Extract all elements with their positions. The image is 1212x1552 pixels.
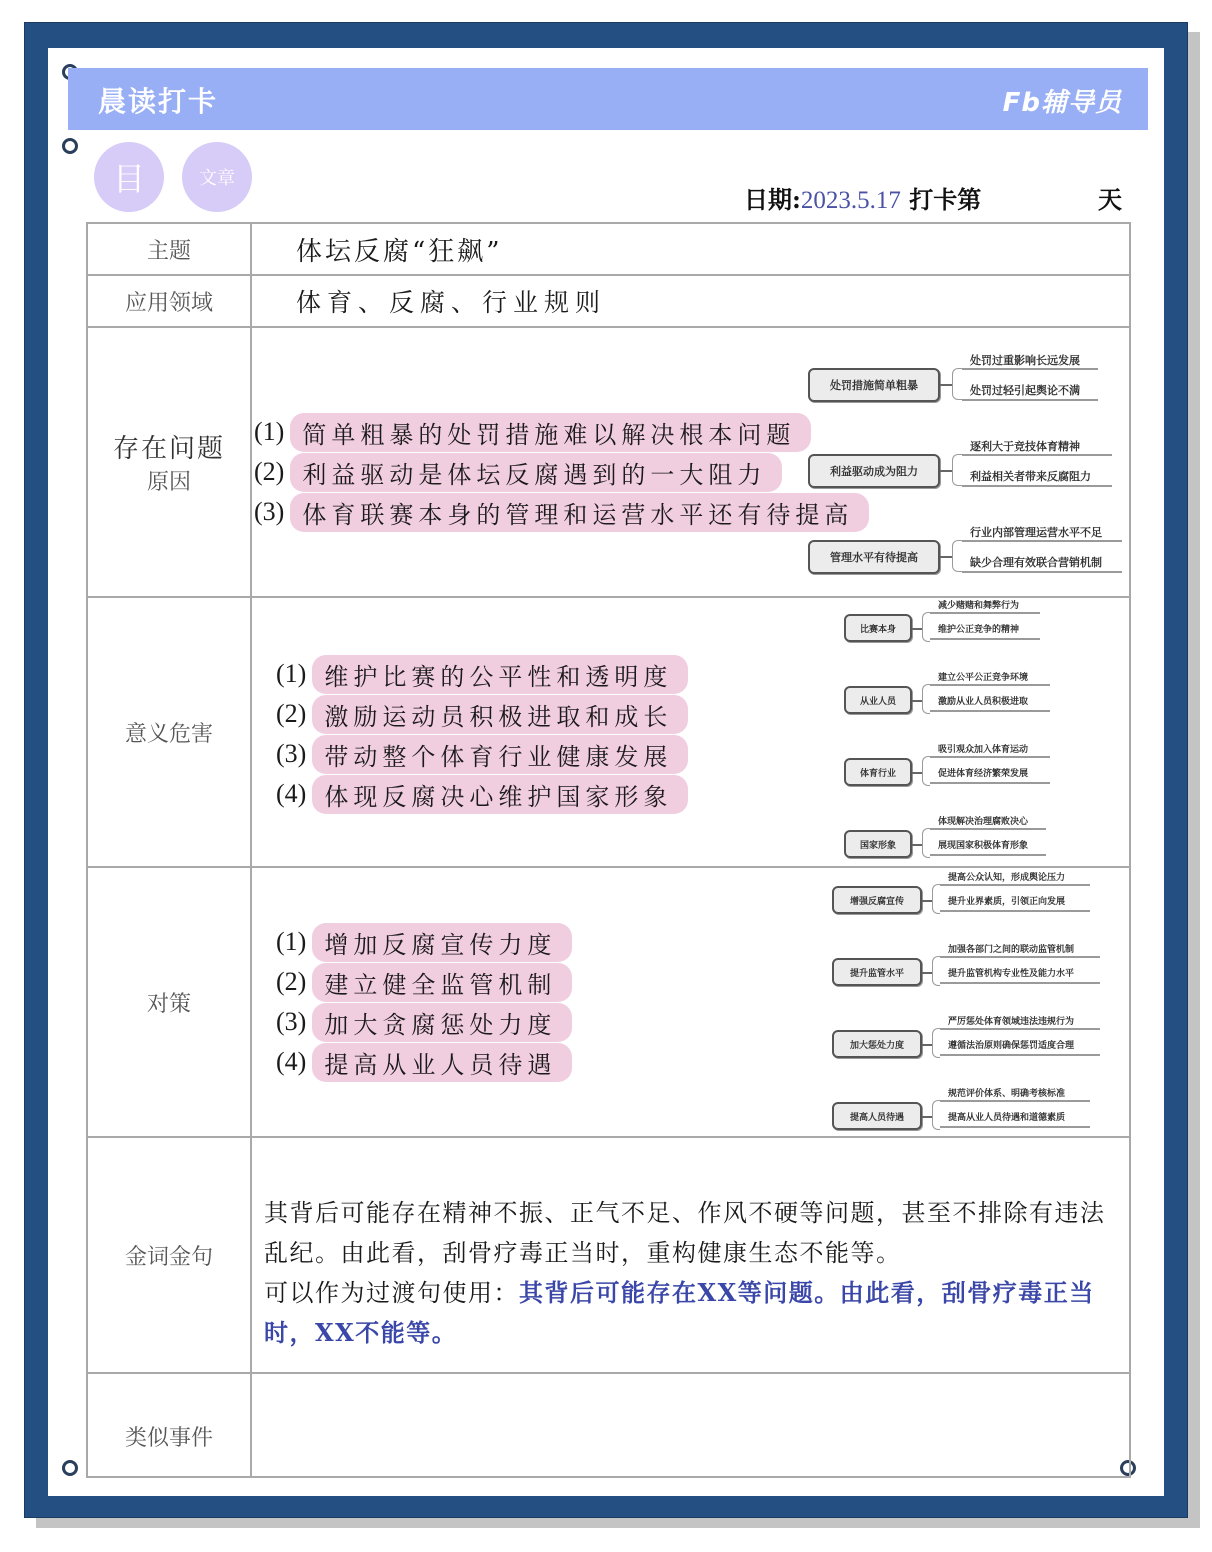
mindmap-leaf: 提升监管机构专业性及能力水平 <box>948 969 1075 979</box>
mindmap-leaf: 利益相关者带来反腐阻力 <box>970 470 1091 483</box>
catalog-icon: 目 <box>112 160 145 198</box>
row-similar <box>87 1373 1130 1477</box>
mindmap-node: 体育行业 <box>844 758 912 786</box>
label-problems <box>87 327 251 597</box>
label-problems-sub: 原因 <box>146 470 191 495</box>
mindmap-leaf: 减少赌赌和舞弊行为 <box>938 601 1020 611</box>
mindmap-leaf: 促进体育经济繁荣发展 <box>938 769 1029 779</box>
golden-cell <box>251 1137 1130 1373</box>
list-item: (3) 加大贪腐惩处力度 <box>276 1002 572 1042</box>
list-item: (1) 简单粗暴的处罚措施难以解决根本问题 <box>254 412 869 452</box>
highlighted-text: 建立健全监管机制 <box>312 963 572 1002</box>
catalog-button[interactable] <box>94 142 164 212</box>
mindmap-node: 国家形象 <box>844 830 912 858</box>
date-value: 2023.5.17 <box>800 187 901 214</box>
mindmap-leaf: 提高从业人员待遇和道德素质 <box>948 1113 1066 1123</box>
mindmap-node: 增强反腐宣传 <box>832 886 922 914</box>
highlighted-text: 利益驱动是体坛反腐遇到的一大阻力 <box>290 453 782 492</box>
highlighted-text: 带动整个体育行业健康发展 <box>312 735 688 774</box>
list-item: (1) 维护比赛的公平性和透明度 <box>276 654 688 694</box>
row-significance <box>87 597 1130 867</box>
label-problems-main: 存在问题 <box>112 434 225 464</box>
significance-cell <box>251 597 1130 867</box>
highlighted-text: 增加反腐宣传力度 <box>312 923 572 962</box>
highlighted-text: 提高从业人员待遇 <box>312 1043 572 1082</box>
list-item: (1) 增加反腐宣传力度 <box>276 922 572 962</box>
mindmap-leaf: 激励从业人员积极进取 <box>938 697 1029 707</box>
list-item: (4) 提高从业人员待遇 <box>276 1042 572 1082</box>
countermeasures-list <box>276 922 572 1082</box>
row-golden <box>87 1137 1130 1373</box>
problems-list <box>254 412 869 532</box>
mindmap-leaf: 加强各部门之间的联动监管机制 <box>948 945 1075 955</box>
label-countermeasures: 对策 <box>87 867 251 1137</box>
date-line <box>744 180 1122 215</box>
label-theme: 主题 <box>87 223 251 275</box>
checkin-prefix: 打卡第 <box>909 185 982 214</box>
domain-value: 体育、反腐、行业规则 <box>296 288 607 317</box>
binder-ring-icon <box>62 1460 78 1476</box>
mindmap-leaf: 提升业界素质，引领正向发展 <box>948 897 1066 907</box>
mindmap-leaf: 体现解决治理腐败决心 <box>938 817 1029 827</box>
domain-cell <box>251 275 1130 327</box>
mindmap-leaf: 缺少合理有效联合营销机制 <box>970 556 1102 569</box>
mindmap-leaf: 逐利大于竞技体育精神 <box>970 440 1080 453</box>
theme-cell <box>251 223 1130 275</box>
label-significance: 意义危害 <box>87 597 251 867</box>
highlighted-text: 维护比赛的公平性和透明度 <box>312 655 688 694</box>
row-theme <box>87 223 1130 275</box>
list-item: (3) 体育联赛本身的管理和运营水平还有待提高 <box>254 492 869 532</box>
list-item: (2) 激励运动员积极进取和成长 <box>276 694 688 734</box>
similar-cell <box>251 1373 1130 1477</box>
mindmap-leaf: 处罚过轻引起舆论不满 <box>970 384 1080 397</box>
row-problems <box>87 327 1130 597</box>
date-label: 日期: <box>744 185 801 214</box>
mindmap-leaf: 严厉惩处体育领域违法违规行为 <box>948 1017 1075 1027</box>
label-golden: 金词金句 <box>87 1137 251 1373</box>
problems-cell <box>251 327 1130 597</box>
mindmap-leaf: 遵循法治原则确保惩罚适度合理 <box>948 1041 1075 1051</box>
mindmap-node: 提高人员待遇 <box>832 1102 922 1130</box>
mindmap-node: 从业人员 <box>844 686 912 714</box>
list-item: (4) 体现反腐决心维护国家形象 <box>276 774 688 814</box>
mindmap-node: 利益驱动成为阻力 <box>808 454 940 488</box>
highlighted-text: 体育联赛本身的管理和运营水平还有待提高 <box>290 493 869 532</box>
highlighted-text: 激励运动员积极进取和成长 <box>312 695 688 734</box>
mindmap-leaf: 吸引观众加入体育运动 <box>938 745 1029 755</box>
highlighted-text: 加大贪腐惩处力度 <box>312 1003 572 1042</box>
mindmap-node: 管理水平有待提高 <box>808 540 940 574</box>
label-similar: 类似事件 <box>87 1373 251 1477</box>
mindmap-leaf: 处罚过重影响长远发展 <box>970 354 1080 367</box>
countermeasures-cell <box>251 867 1130 1137</box>
checkin-suffix: 天 <box>1098 185 1122 214</box>
binder-ring-icon <box>62 138 78 154</box>
golden-paragraph: 其背后可能存在精神不振、正气不足、作风不硬等问题，甚至不排除有违法乱纪。由此看，刮骨疗毒正当时，重构健康生态不能等。 <box>264 1199 1106 1267</box>
page-title: 晨读打卡 <box>98 85 219 118</box>
highlighted-text: 简单粗暴的处罚措施难以解决根本问题 <box>290 413 811 452</box>
article-button-label: 文章 <box>199 168 235 189</box>
label-domain: 应用领域 <box>87 275 251 327</box>
row-domain <box>87 275 1130 327</box>
mindmap-node: 提升监管水平 <box>832 958 922 986</box>
list-item: (2) 利益驱动是体坛反腐遇到的一大阻力 <box>254 452 869 492</box>
mindmap-leaf: 规范评价体系、明确考核标准 <box>948 1089 1066 1099</box>
checkin-table <box>86 222 1131 1478</box>
highlighted-text: 体现反腐决心维护国家形象 <box>312 775 688 814</box>
theme-value: 体坛反腐“狂飙” <box>296 236 503 267</box>
header-bar <box>68 68 1148 130</box>
significance-list <box>276 654 688 814</box>
mindmap-node: 比赛本身 <box>844 614 912 642</box>
mindmap-leaf: 展现国家积极体育形象 <box>938 841 1029 851</box>
transition-highlight: 其背后可能存在XX等问题。由此看，刮骨疗毒正当时，XX不能等。 <box>264 1278 1095 1347</box>
mindmap-node: 加大惩处力度 <box>832 1030 922 1058</box>
article-button[interactable] <box>182 142 252 212</box>
list-item: (2) 建立健全监管机制 <box>276 962 572 1002</box>
mindmap-leaf: 建立公平公正竞争环境 <box>938 673 1029 683</box>
mindmap-leaf: 维护公正竞争的精神 <box>938 625 1020 635</box>
mindmap-leaf: 提高公众认知，形成舆论压力 <box>948 873 1066 883</box>
transition-prefix: 可以作为过渡句使用： <box>264 1279 519 1307</box>
brand-logo: Fb辅导员 <box>1002 88 1122 118</box>
list-item: (3) 带动整个体育行业健康发展 <box>276 734 688 774</box>
mindmap-node: 处罚措施简单粗暴 <box>808 368 940 402</box>
mindmap-leaf: 行业内部管理运营水平不足 <box>970 526 1102 539</box>
row-countermeasures <box>87 867 1130 1137</box>
